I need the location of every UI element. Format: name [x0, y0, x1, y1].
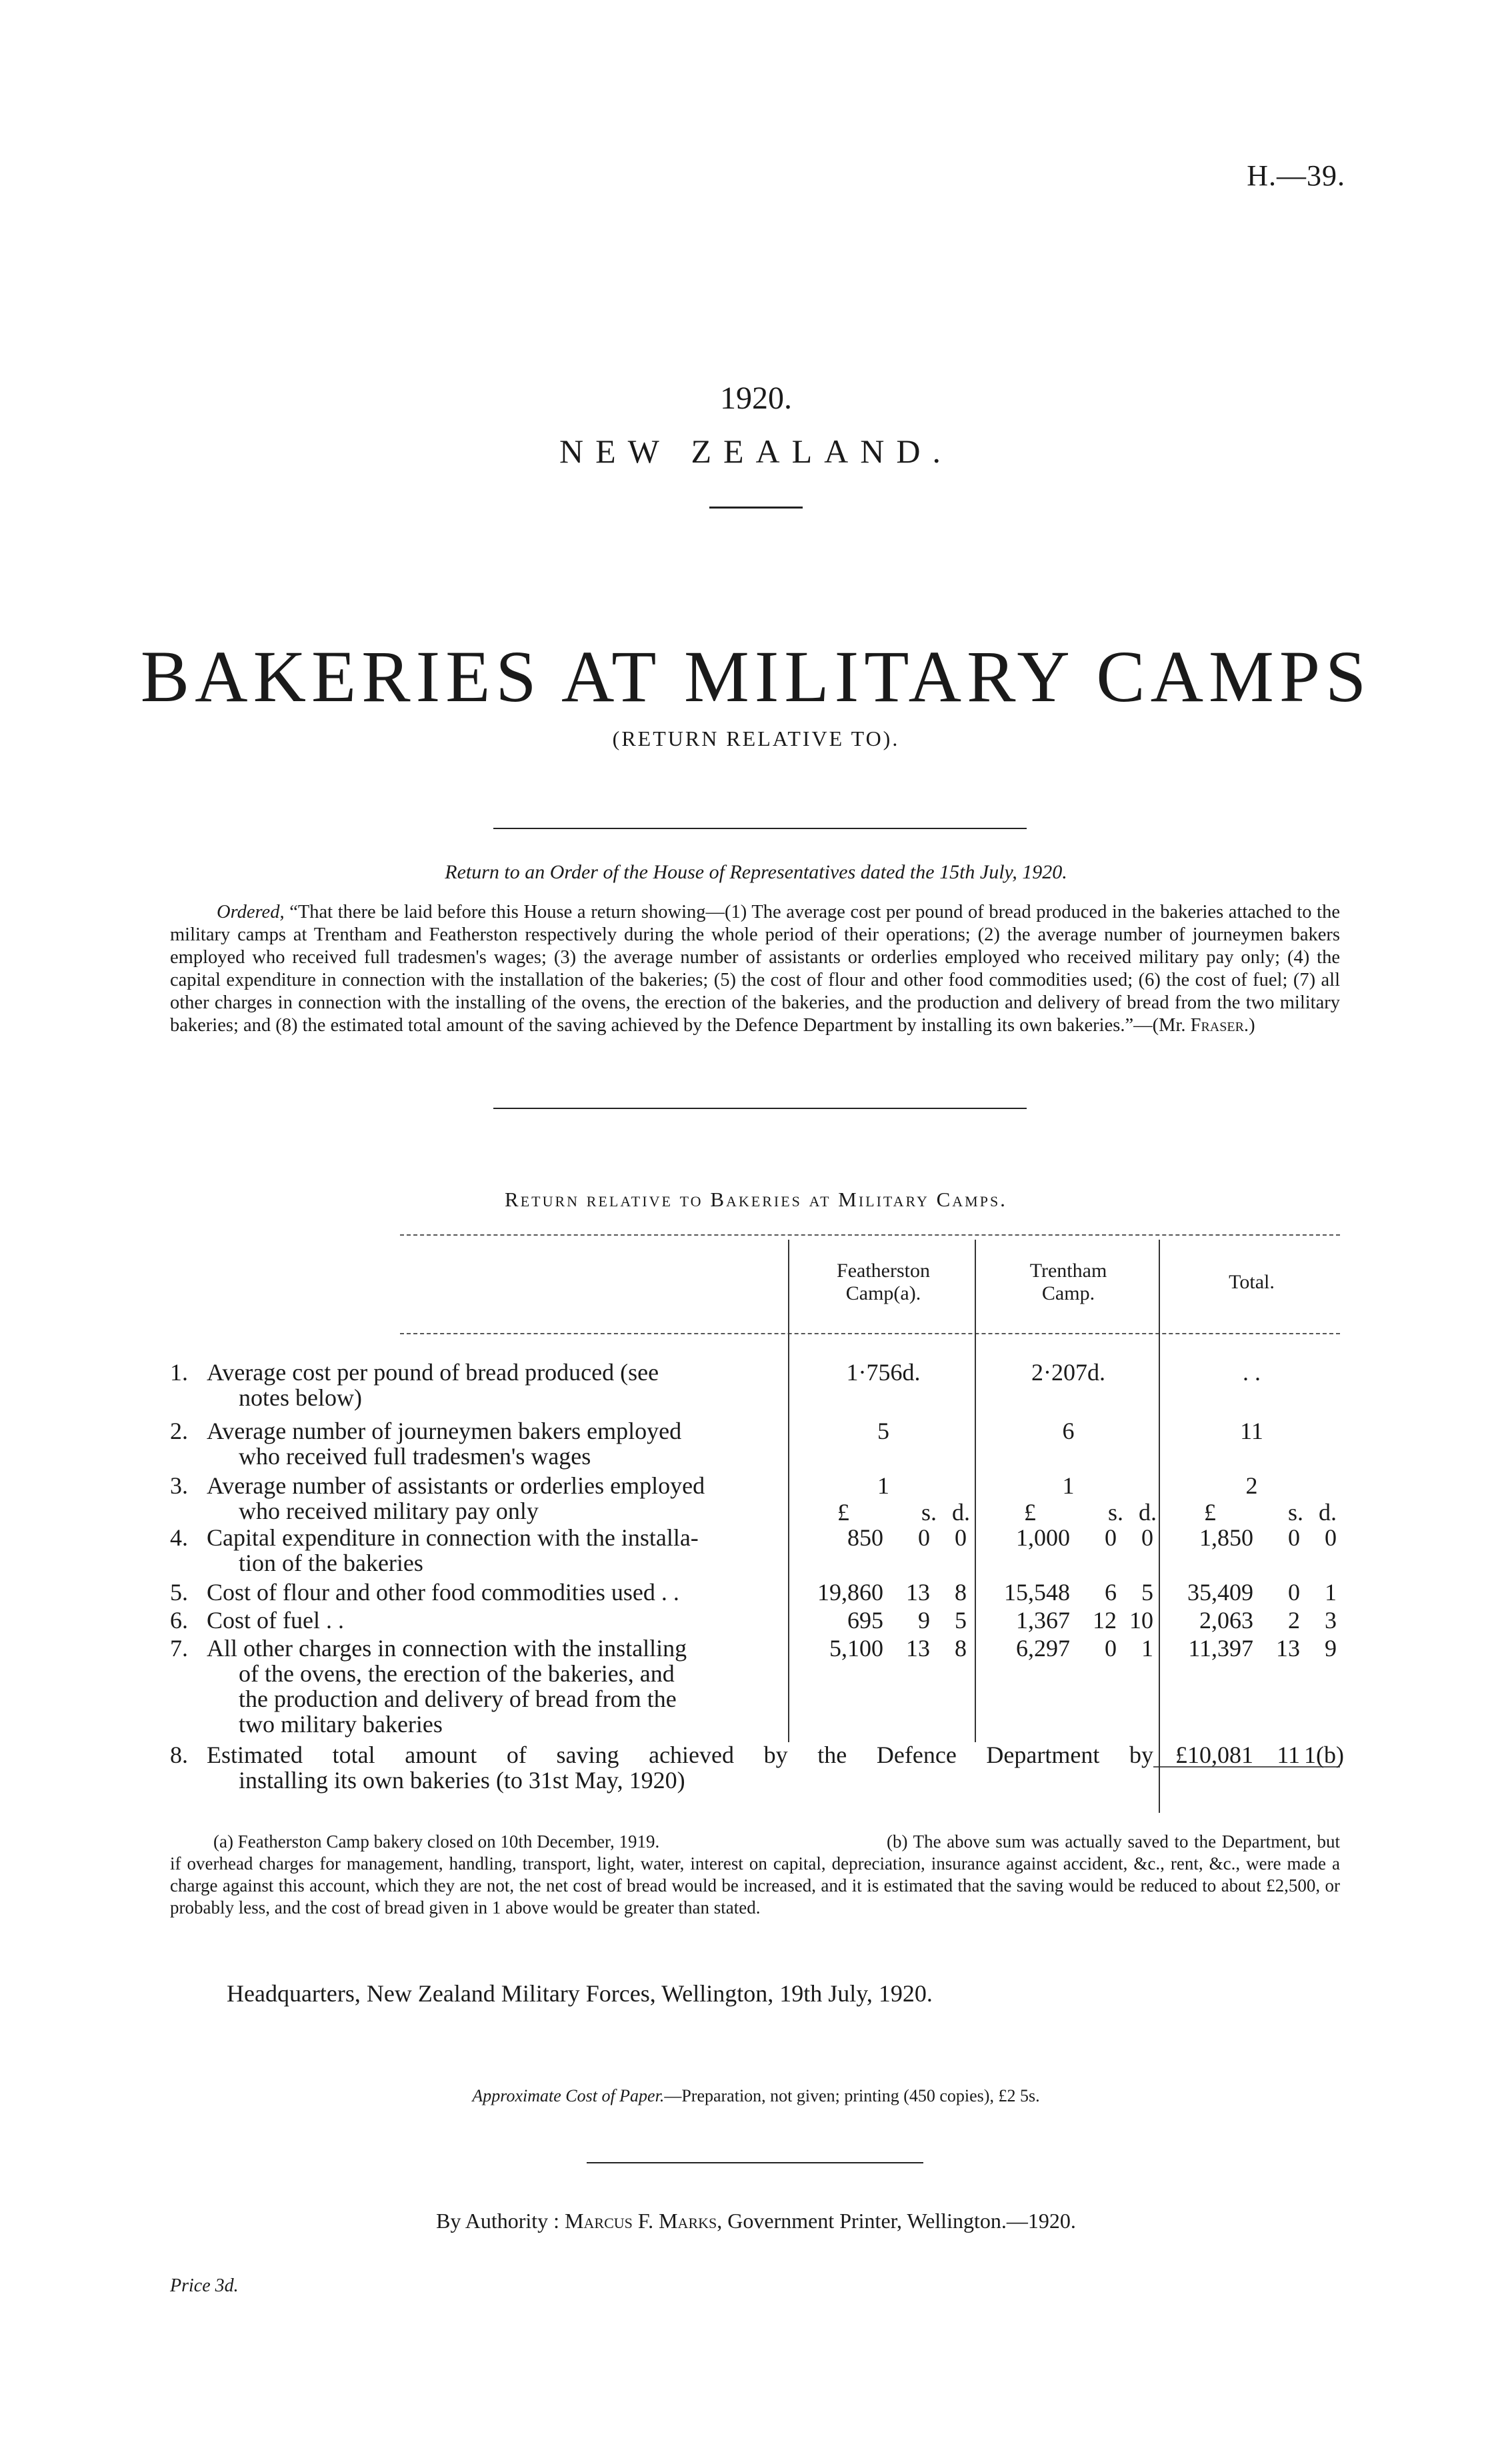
table-header-rule — [400, 1333, 1340, 1334]
row-text-line: Capital expenditure in connection with the installa- — [207, 1524, 699, 1551]
row-text-cont-3: two military bakeries — [239, 1711, 443, 1738]
row-7-total-pence: 9 — [1325, 1635, 1337, 1662]
price: Price 3d. — [170, 2275, 239, 2296]
row-number: 7. — [170, 1635, 188, 1662]
row-7-total-shillings: 13 — [1276, 1635, 1300, 1662]
row-text: Cost of fuel . . — [207, 1607, 344, 1634]
note-a: (a) Featherston Camp bakery closed on 10th December, 1919. — [213, 1832, 660, 1851]
row-number: 6. — [170, 1607, 188, 1634]
row-4-featherston-pence: 0 — [955, 1524, 967, 1551]
ordered-word: Ordered, — [217, 902, 285, 922]
header-trentham — [980, 1260, 1157, 1305]
row-text-line: Average cost per pound of bread produced (see — [207, 1359, 659, 1386]
row-5-trentham-pounds: 15,548 — [1004, 1579, 1070, 1606]
row-6-total-shillings: 2 — [1288, 1607, 1300, 1634]
row-4-total-shillings: 0 — [1288, 1524, 1300, 1551]
row-8-total-shillings: 11 — [1277, 1742, 1300, 1768]
order-close: ) — [1249, 1015, 1255, 1036]
row-6-trentham-pounds: 1,367 — [1016, 1607, 1070, 1634]
row-number: 3. — [170, 1472, 188, 1499]
authority-prefix: By Authority : — [436, 2209, 560, 2233]
row-6-featherston-pounds: 695 — [847, 1607, 883, 1634]
table-top-rule — [400, 1234, 1340, 1236]
row-4-featherston-shillings: 0 — [918, 1524, 930, 1551]
row-7-trentham-shillings: 0 — [1105, 1635, 1117, 1662]
document-subtitle: (RETURN RELATIVE TO). — [612, 726, 900, 750]
row-6-trentham-shillings: 12 — [1093, 1607, 1117, 1634]
row-3-total: 2 — [1245, 1472, 1258, 1499]
lsd-total-pence: d. — [1319, 1499, 1337, 1526]
row-7-featherston-pounds: 5,100 — [829, 1635, 883, 1662]
row-text-line: Estimated total amount of saving achieved by the Defence Department by — [207, 1742, 1153, 1768]
lsd-trentham-shilling: s. — [1107, 1499, 1123, 1526]
cost-text: —Preparation, not given; printing (450 copies), £2 5s. — [664, 2086, 1040, 2105]
row-4-trentham-pence: 0 — [1141, 1524, 1153, 1551]
row-3-trentham: 1 — [1062, 1472, 1075, 1499]
row-text — [207, 1525, 783, 1576]
row-2-trentham: 6 — [1062, 1418, 1075, 1444]
row-6-featherston-shillings: 9 — [918, 1607, 930, 1634]
row-4-featherston-pounds: 850 — [847, 1524, 883, 1551]
row-text — [207, 1473, 783, 1524]
row-text: Cost of flour and other food commodities used . . — [207, 1579, 679, 1606]
row-number: 2. — [170, 1418, 188, 1444]
row-6-featherston-pence: 5 — [955, 1607, 967, 1634]
row-6-total-pence: 3 — [1325, 1607, 1337, 1634]
lsd-trentham-pence: d. — [1139, 1499, 1157, 1526]
row-5-trentham-shillings: 6 — [1105, 1579, 1117, 1606]
document-reference: H.—39. — [1247, 159, 1345, 192]
lsd-total-shilling: s. — [1287, 1499, 1303, 1526]
row-1-trentham: 2·207d. — [1031, 1359, 1105, 1386]
col-divider-2 — [975, 1240, 976, 1766]
row-4-total-pence: 0 — [1325, 1524, 1337, 1551]
lsd-featherston-shilling: s. — [921, 1499, 937, 1526]
row-text — [207, 1418, 783, 1469]
lsd-trentham-pound: £ — [1024, 1499, 1036, 1526]
row-3-featherston: 1 — [877, 1472, 889, 1499]
row-text — [207, 1742, 1153, 1793]
printer-authority — [0, 2209, 1512, 2233]
lsd-total-pound: £ — [1204, 1499, 1216, 1526]
row-text-line: Average number of journeymen bakers employed — [207, 1418, 682, 1444]
row-text-cont: notes below) — [239, 1384, 362, 1411]
table-title: Return relative to Bakeries at Military Camps. — [505, 1188, 1007, 1211]
order-text: “That there be laid before this House a return showing—(1) The average cost per pound of bread produced in the bakeries attached to the military camps at Trentham and Featherston respectively during the whole period of their operations; (2) the average number of journeymen bakers employed who received full tradesmen's wages; (3) the average number of assistants or orderlies employed who received military pay only; (4) the capital expenditure in connection with the installation of the bakeries; (5) the cost of flour and other food commodities used; (6) the cost of fuel; (7) all other charges in connection with the installing of the ovens, the erection of the bakeries, and the production and delivery of bread from the two military bakeries; and (8) the estimated total amount of the saving achieved by the Defence Department by installing its own bakeries.”—(Mr. — [170, 902, 1340, 1036]
row-7-trentham-pounds: 6,297 — [1016, 1635, 1070, 1662]
year: 1920. — [720, 381, 792, 416]
row-8-total-pounds: £10,081 — [1175, 1742, 1253, 1768]
header-trentham-line1: Trentham — [1029, 1260, 1107, 1282]
row-5-total-pounds: 35,409 — [1187, 1579, 1253, 1606]
row-5-featherston-pounds: 19,860 — [817, 1579, 883, 1606]
document-title: BAKERIES AT MILITARY CAMPS — [140, 636, 1372, 717]
lsd-featherston-pence: d. — [952, 1499, 970, 1526]
country-heading: NEW ZEALAND. — [559, 433, 953, 470]
row-5-trentham-pence: 5 — [1141, 1579, 1153, 1606]
row-4-total-pounds: 1,850 — [1199, 1524, 1253, 1551]
row-7-featherston-pence: 8 — [955, 1635, 967, 1662]
header-featherston — [793, 1260, 973, 1305]
row-text-cont: who received full tradesmen's wages — [239, 1443, 591, 1470]
row-1-total: . . — [1243, 1359, 1261, 1386]
authority-suffix: Government Printer, Wellington.—1920. — [727, 2209, 1076, 2233]
cost-line — [0, 2086, 1512, 2106]
cost-label: Approximate Cost of Paper. — [472, 2086, 665, 2105]
header-featherston-line2: Camp(a). — [845, 1282, 921, 1304]
row-number: 8. — [170, 1742, 188, 1768]
row-8-total-pence: 1(b) — [1304, 1742, 1344, 1768]
order-mover: Fraser. — [1190, 1015, 1249, 1036]
row-2-total: 11 — [1240, 1418, 1263, 1444]
note-b: (b) The above sum was actually saved to the Department, but if overhead charges for management, handling, transport, light, water, interest on capital, depreciation, insurance against accident, &c., rent, &c., were made a charge against this account, which they are not, the net cost of bread would be increased, and it is estimated that the saving would be reduced to about £2,500, or probably less, and the cost of bread given in 1 above would be greater than stated. — [170, 1832, 1340, 1917]
row-number: 4. — [170, 1524, 188, 1551]
row-number: 1. — [170, 1359, 188, 1386]
row-4-trentham-shillings: 0 — [1105, 1524, 1117, 1551]
row-5-featherston-shillings: 13 — [906, 1579, 930, 1606]
row-2-featherston: 5 — [877, 1418, 889, 1444]
row-7-trentham-pence: 1 — [1141, 1635, 1153, 1662]
col-divider-3 — [1159, 1240, 1160, 1813]
col-divider-1 — [788, 1240, 789, 1773]
row-number: 5. — [170, 1579, 188, 1606]
row-1-featherston: 1·756d. — [846, 1359, 921, 1386]
row-6-total-pounds: 2,063 — [1199, 1607, 1253, 1634]
row-text — [207, 1360, 783, 1410]
row-text — [207, 1636, 783, 1737]
row-5-total-shillings: 0 — [1288, 1579, 1300, 1606]
printer-name: Marcus F. Marks, — [565, 2209, 723, 2233]
header-featherston-line1: Featherston — [837, 1260, 930, 1282]
row-5-total-pence: 1 — [1325, 1579, 1337, 1606]
row-text-cont: installing its own bakeries (to 31st May, 1920) — [239, 1767, 685, 1794]
footer-divider — [587, 2162, 923, 2163]
order-heading: Return to an Order of the House of Representatives dated the 15th July, 1920. — [445, 861, 1067, 883]
row-text-cont: tion of the bakeries — [239, 1550, 423, 1576]
row-text-cont-2: the production and delivery of bread from the — [239, 1686, 677, 1712]
header-trentham-line2: Camp. — [1041, 1282, 1095, 1304]
row-text-line: Average number of assistants or orderlies employed — [207, 1472, 705, 1499]
header-total: Total. — [1229, 1271, 1275, 1293]
row-4-trentham-pounds: 1,000 — [1016, 1524, 1070, 1551]
table-notes — [170, 1831, 1340, 1919]
row-text-cont: who received military pay only — [239, 1498, 539, 1524]
row-7-featherston-shillings: 13 — [906, 1635, 930, 1662]
lsd-featherston-pound: £ — [837, 1499, 849, 1526]
row-text-cont-1: of the ovens, the erection of the bakeries, and — [239, 1660, 675, 1687]
row-5-featherston-pence: 8 — [955, 1579, 967, 1606]
row-text-line: All other charges in connection with the installing — [207, 1635, 687, 1662]
row-7-total-pounds: 11,397 — [1188, 1635, 1253, 1662]
signoff-line: Headquarters, New Zealand Military Forces, Wellington, 19th July, 1920. — [227, 1980, 933, 2007]
row-6-trentham-pence: 10 — [1129, 1607, 1153, 1634]
